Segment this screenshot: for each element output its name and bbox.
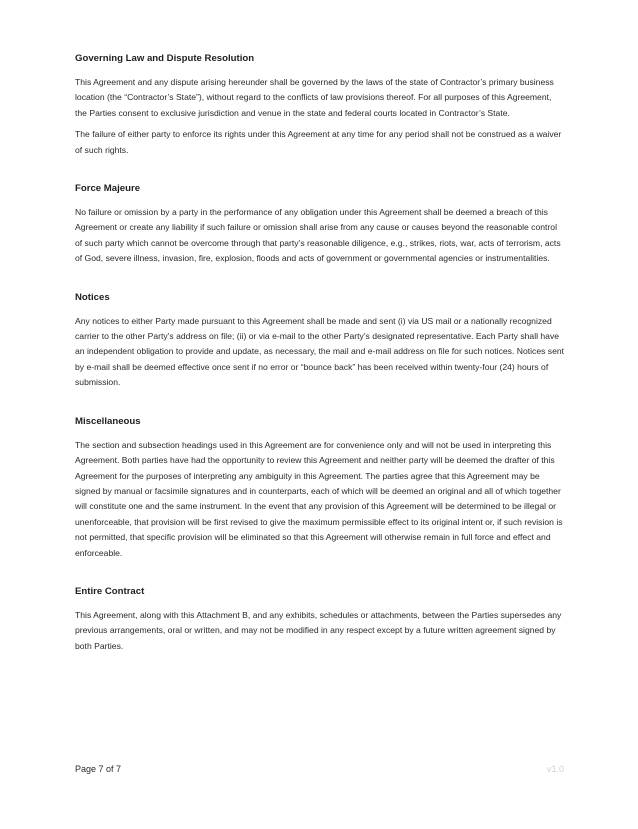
section-entire-contract xyxy=(75,585,565,654)
paragraph: The section and subsection headings used in this Agreement are for convenience only and will not be used in interpreting this Agreement. Both parties have had the opportunity to review this Agreement and neither party will be deemed the drafter of this Agreement for the purposes of interpreting any ambiguity in this Agreement. The parties agree that this Agreement may be signed by manual or facsimile signatures and in counterparts, each of which will be deemed an original and all of which together will constitute one and the same instrument. In the event that any provision of this Agreement will be determined to be illegal or unenforceable, that provision will be first revised to give the maximum permissible effect to its original intent or, if such revision is not permitted, that specific provision will be eliminated so that this Agreement will otherwise remain in full force and effect and enforceable. xyxy=(75,439,563,558)
section-notices xyxy=(75,291,565,391)
paragraph: This Agreement and any dispute arising hereunder shall be governed by the laws of the state of Contractor’s primary business location (the “Contractor’s State”), without regard to the conflicts of law provisions thereof. For all purposes of this Agreement, the Parties consent to exclusive jurisdiction and venue in the state and federal courts located in Contractor’s State. xyxy=(75,77,554,118)
document-page xyxy=(75,52,565,660)
section-heading: Miscellaneous xyxy=(75,415,141,427)
page-number: Page 7 of 7 xyxy=(75,764,122,774)
section-governing-law xyxy=(75,52,565,158)
section-miscellaneous xyxy=(75,415,565,561)
version-label: v1.0 xyxy=(546,764,564,774)
section-force-majeure xyxy=(75,182,565,267)
paragraph: Any notices to either Party made pursuant to this Agreement shall be made and sent (i) via US mail or a nationally recognized carrier to the other Party’s address on file; (ii) or via e-mail to the other Party’s designated representative. Each Party shall have an independent obligation to provide and update, as necessary, the mail and e-mail address on file for such notices. Notices sent by e-mail shall be deemed effective once sent if no error or “bounce back” has been received within twenty-four (24) hours of submission. xyxy=(75,315,565,388)
section-heading: Governing Law and Dispute Resolution xyxy=(75,53,255,64)
section-heading: Entire Contract xyxy=(75,585,145,597)
section-heading: Force Majeure xyxy=(75,183,141,195)
paragraph: No failure or omission by a party in the performance of any obligation under this Agreement shall be deemed a breach of this Agreement or create any liability if such failure or omission shall arise from any cause or causes beyond the reasonable control of such party which cannot be overcome through that party’s reasonable diligence, e.g., strikes, riots, war, acts of terrorism, acts of God, severe illness, invasion, fire, explosion, floods and acts of government or governmental agencies or instrumentalities. xyxy=(75,207,561,264)
paragraph: This Agreement, along with this Attachment B, and any exhibits, schedules or attachments, between the Parties supersedes any previous arrangements, oral or written, and may not be modified in any respect except by a future written agreement signed by both Parties. xyxy=(75,609,562,651)
paragraph: The failure of either party to enforce its rights under this Agreement at any time for any period shall not be construed as a waiver of such rights. xyxy=(75,129,562,155)
section-heading: Notices xyxy=(75,291,110,303)
